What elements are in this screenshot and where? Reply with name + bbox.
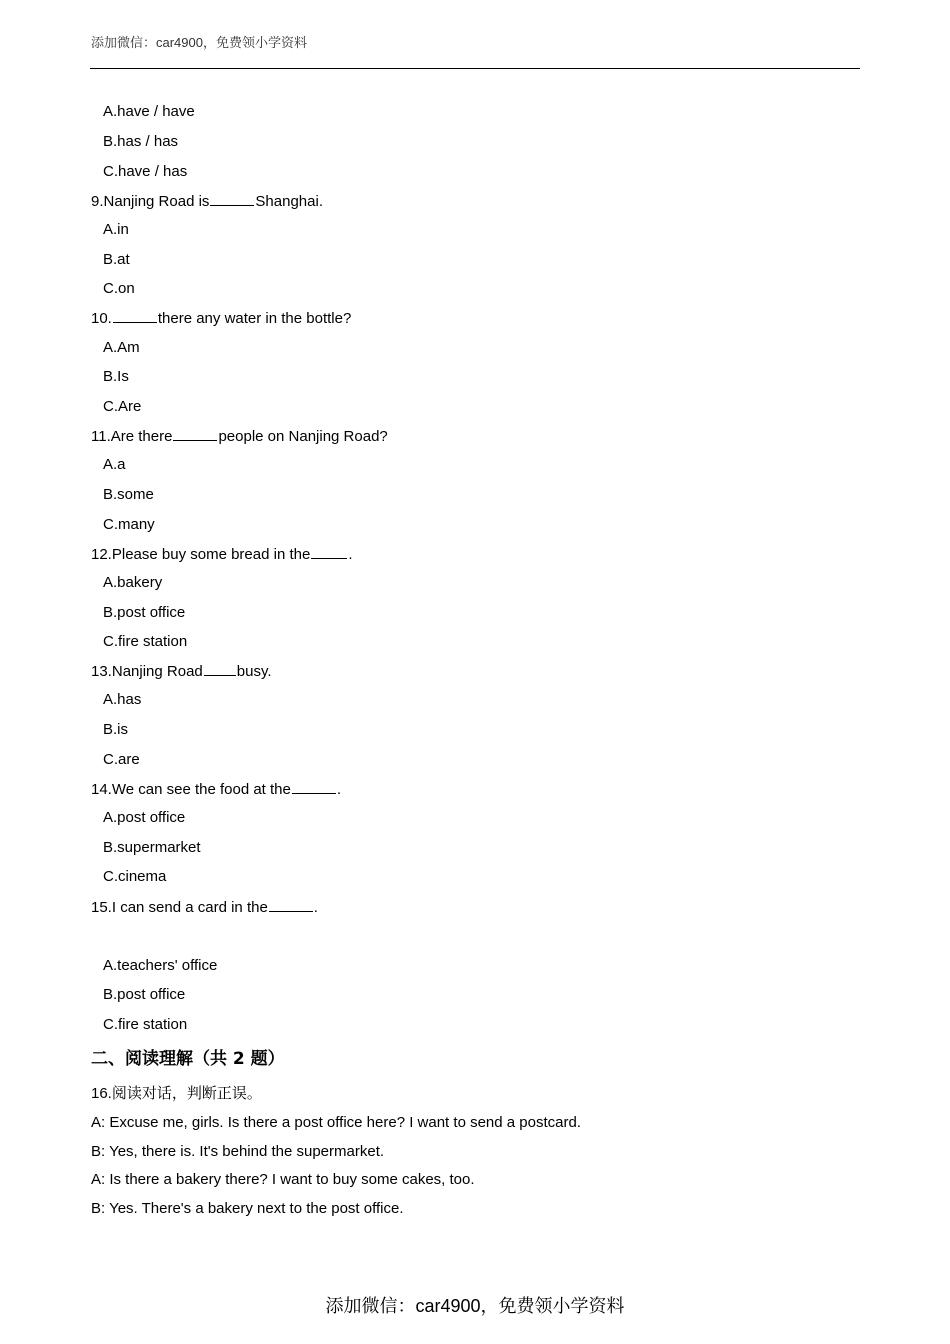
dialogue-line: B: Yes. There's a bakery next to the post office. bbox=[91, 1200, 404, 1217]
question-16-title: 16.阅读对话，判断正误。 bbox=[91, 1085, 262, 1102]
q15-option-a: A.teachers' office bbox=[103, 957, 218, 974]
answer-blank bbox=[210, 191, 254, 206]
q11-option-b: B.some bbox=[103, 486, 154, 503]
q10-option-c: C.Are bbox=[103, 398, 142, 415]
page-footer: 添加微信：car4900，免费领小学资料 bbox=[325, 1296, 625, 1316]
q13-option-a: A.has bbox=[103, 691, 142, 708]
q9-option-c: C.on bbox=[103, 280, 135, 297]
header-divider bbox=[90, 68, 860, 69]
q10-option-b: B.Is bbox=[103, 368, 129, 385]
q15-option-c: C.fire station bbox=[103, 1016, 188, 1033]
q11-option-c: C.many bbox=[103, 516, 155, 533]
question-11: 11.Are there people on Nanjing Road? bbox=[91, 428, 388, 445]
question-15: 15.I can send a card in the . bbox=[91, 899, 318, 916]
q9-option-b: B.at bbox=[103, 251, 130, 268]
answer-blank bbox=[113, 308, 157, 323]
answer-blank bbox=[311, 544, 347, 559]
dialogue-line: A: Excuse me, girls. Is there a post office here? I want to send a postcard. bbox=[91, 1114, 581, 1131]
question-14: 14.We can see the food at the . bbox=[91, 781, 342, 798]
question-12: 12.Please buy some bread in the . bbox=[91, 546, 353, 563]
q13-option-b: B.is bbox=[103, 721, 129, 738]
question-13: 13.Nanjing Road busy. bbox=[91, 663, 272, 680]
q12-option-b: B.post office bbox=[103, 604, 186, 621]
q11-option-a: A.a bbox=[103, 456, 126, 473]
question-9: 9.Nanjing Road is Shanghai. bbox=[91, 193, 323, 210]
q14-option-b: B.supermarket bbox=[103, 839, 201, 856]
q14-option-c: C.cinema bbox=[103, 868, 167, 885]
q8-option-b: B.has / has bbox=[103, 133, 179, 150]
answer-blank bbox=[269, 897, 313, 912]
q12-option-a: A.bakery bbox=[103, 574, 163, 591]
q13-option-c: C.are bbox=[103, 751, 140, 768]
q9-option-a: A.in bbox=[103, 221, 129, 238]
q12-option-c: C.fire station bbox=[103, 633, 188, 650]
dialogue-line: A: Is there a bakery there? I want to buy some cakes, too. bbox=[91, 1171, 475, 1188]
answer-blank bbox=[292, 779, 336, 794]
q15-option-b: B.post office bbox=[103, 986, 186, 1003]
q8-option-a: A.have / have bbox=[103, 103, 195, 120]
answer-blank bbox=[204, 661, 236, 676]
q8-option-c: C.have / has bbox=[103, 163, 188, 180]
answer-blank bbox=[173, 426, 217, 441]
q10-option-a: A.Am bbox=[103, 339, 140, 356]
q14-option-a: A.post office bbox=[103, 809, 186, 826]
section-title-reading: 二、阅读理解（共 2 题） bbox=[91, 1049, 285, 1069]
page-header: 添加微信：car4900，免费领小学资料 bbox=[91, 35, 307, 50]
dialogue-line: B: Yes, there is. It's behind the supermarket. bbox=[91, 1143, 385, 1160]
question-10: 10. there any water in the bottle? bbox=[91, 310, 352, 327]
